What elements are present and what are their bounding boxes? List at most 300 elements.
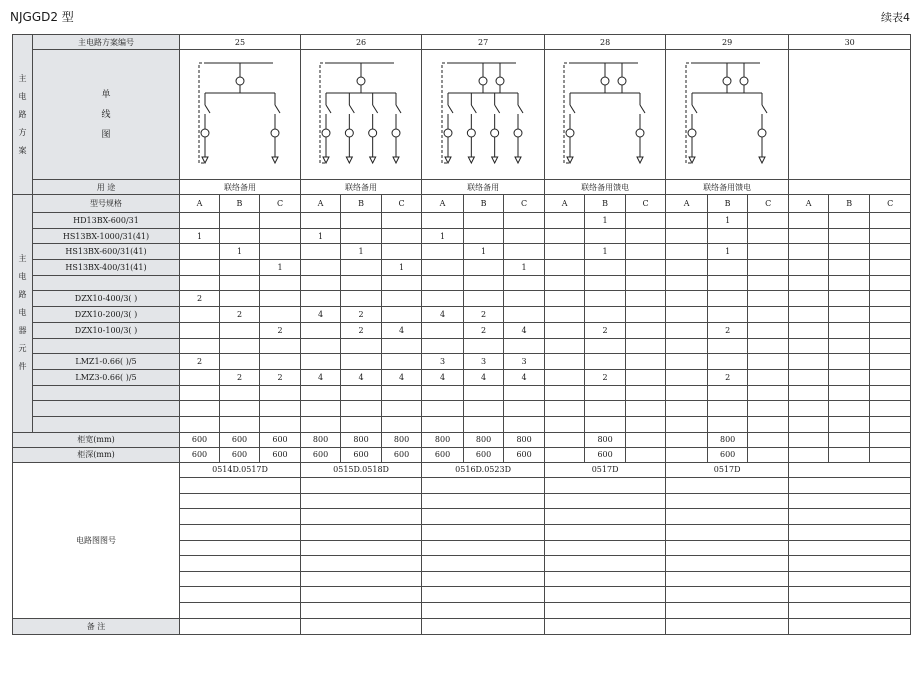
cabinet-width-cell: 800 bbox=[422, 432, 464, 447]
quantity-cell bbox=[545, 244, 585, 260]
quantity-cell bbox=[422, 338, 464, 354]
quantity-cell bbox=[870, 416, 911, 432]
quantity-cell bbox=[870, 213, 911, 229]
vertical-label-char: 案 bbox=[18, 145, 27, 155]
quantity-cell: 1 bbox=[422, 228, 464, 244]
quantity-cell bbox=[464, 228, 504, 244]
quantity-cell bbox=[545, 338, 585, 354]
cabinet-width-cell: 800 bbox=[301, 432, 341, 447]
quantity-cell bbox=[220, 260, 260, 276]
component-row bbox=[13, 416, 911, 432]
cabinet-width-cell: 800 bbox=[341, 432, 382, 447]
scheme-number-cell: 25 bbox=[180, 35, 301, 50]
circuit-diagram-empty-cell bbox=[422, 509, 545, 525]
vertical-label-char: 主 bbox=[18, 73, 27, 83]
circuit-diagram-empty-cell bbox=[422, 571, 545, 587]
component-row bbox=[13, 275, 911, 291]
single-line-diagram-cell bbox=[422, 50, 545, 180]
cabinet-depth-cell bbox=[829, 447, 870, 462]
quantity-cell bbox=[220, 228, 260, 244]
quantity-cell bbox=[708, 416, 748, 432]
quantity-cell bbox=[748, 244, 789, 260]
circuit-diagram-label: 电路图图号 bbox=[13, 462, 180, 618]
single-line-diagram-cell bbox=[545, 50, 666, 180]
quantity-cell bbox=[260, 244, 301, 260]
quantity-cell bbox=[748, 213, 789, 229]
quantity-cell bbox=[708, 307, 748, 323]
quantity-cell bbox=[382, 354, 422, 370]
circuit-diagram-empty-cell bbox=[789, 556, 911, 572]
circuit-diagram-empty-cell bbox=[666, 602, 789, 618]
component-model-cell bbox=[33, 401, 180, 417]
quantity-cell bbox=[870, 307, 911, 323]
circuit-diagram-empty-cell bbox=[422, 540, 545, 556]
quantity-cell bbox=[301, 260, 341, 276]
quantity-cell bbox=[666, 354, 708, 370]
quantity-cell bbox=[422, 275, 464, 291]
quantity-cell: 3 bbox=[504, 354, 545, 370]
quantity-cell: 4 bbox=[382, 322, 422, 338]
quantity-cell: 1 bbox=[220, 244, 260, 260]
circuit-diagram-empty-cell bbox=[789, 525, 911, 541]
quantity-cell: 2 bbox=[585, 322, 626, 338]
quantity-cell bbox=[422, 322, 464, 338]
quantity-cell bbox=[666, 307, 708, 323]
vertical-label-char: 路 bbox=[18, 109, 27, 119]
single-line-diagram-label bbox=[33, 50, 180, 180]
quantity-cell bbox=[626, 322, 666, 338]
quantity-cell bbox=[666, 275, 708, 291]
cabinet-width-row bbox=[13, 432, 911, 447]
cabinet-depth-cell: 600 bbox=[220, 447, 260, 462]
cabinet-width-cell: 600 bbox=[260, 432, 301, 447]
quantity-cell bbox=[626, 401, 666, 417]
quantity-cell bbox=[382, 385, 422, 401]
remarks-cell bbox=[666, 618, 789, 634]
quantity-cell bbox=[260, 416, 301, 432]
single-line-diagram-cell bbox=[301, 50, 422, 180]
component-model-cell bbox=[33, 275, 180, 291]
quantity-cell bbox=[626, 213, 666, 229]
quantity-cell: 2 bbox=[464, 307, 504, 323]
quantity-cell bbox=[789, 244, 829, 260]
circuit-diagram-empty-cell bbox=[180, 540, 301, 556]
quantity-cell bbox=[260, 291, 301, 307]
quantity-cell: 2 bbox=[220, 307, 260, 323]
circuit-diagram-number bbox=[789, 462, 911, 478]
circuit-diagram-empty-cell bbox=[666, 587, 789, 603]
vertical-label-char: 器 bbox=[18, 326, 27, 336]
quantity-cell bbox=[789, 228, 829, 244]
quantity-cell bbox=[789, 416, 829, 432]
quantity-cell bbox=[829, 338, 870, 354]
quantity-cell: 1 bbox=[260, 260, 301, 276]
vertical-label-char: 路 bbox=[18, 290, 27, 300]
quantity-cell bbox=[341, 275, 382, 291]
quantity-cell bbox=[422, 260, 464, 276]
quantity-cell bbox=[789, 322, 829, 338]
cabinet-width-cell: 600 bbox=[220, 432, 260, 447]
circuit-diagram-empty-cell bbox=[545, 556, 666, 572]
quantity-cell bbox=[870, 354, 911, 370]
component-row bbox=[13, 291, 911, 307]
quantity-cell bbox=[382, 244, 422, 260]
component-row bbox=[13, 260, 911, 276]
quantity-cell bbox=[504, 213, 545, 229]
quantity-cell bbox=[626, 338, 666, 354]
quantity-cell bbox=[870, 401, 911, 417]
quantity-cell bbox=[220, 401, 260, 417]
subcolumn-header: B bbox=[585, 195, 626, 213]
component-row bbox=[13, 401, 911, 417]
circuit-diagram-row bbox=[13, 462, 911, 478]
single-line-diagram-icon bbox=[185, 53, 295, 177]
quantity-cell bbox=[382, 401, 422, 417]
quantity-cell bbox=[464, 213, 504, 229]
cabinet-depth-cell: 600 bbox=[382, 447, 422, 462]
quantity-cell bbox=[422, 244, 464, 260]
quantity-cell bbox=[260, 213, 301, 229]
quantity-cell bbox=[585, 401, 626, 417]
quantity-cell bbox=[422, 385, 464, 401]
component-model-cell bbox=[33, 338, 180, 354]
vertical-label-char: 图 bbox=[101, 129, 111, 140]
quantity-cell bbox=[870, 338, 911, 354]
quantity-cell bbox=[504, 307, 545, 323]
quantity-cell bbox=[341, 401, 382, 417]
cabinet-width-cell bbox=[666, 432, 708, 447]
scheme-number-cell: 29 bbox=[666, 35, 789, 50]
quantity-cell bbox=[180, 369, 220, 385]
scheme-number-cell: 27 bbox=[422, 35, 545, 50]
quantity-cell bbox=[260, 228, 301, 244]
quantity-cell bbox=[341, 338, 382, 354]
circuit-diagram-empty-cell bbox=[545, 478, 666, 494]
subcolumn-header: B bbox=[220, 195, 260, 213]
quantity-cell bbox=[180, 338, 220, 354]
quantity-cell bbox=[666, 322, 708, 338]
circuit-diagram-empty-cell bbox=[789, 571, 911, 587]
circuit-diagram-empty-cell bbox=[301, 602, 422, 618]
cabinet-depth-cell: 600 bbox=[464, 447, 504, 462]
remarks-label: 备 注 bbox=[13, 618, 180, 634]
quantity-cell bbox=[464, 338, 504, 354]
quantity-cell bbox=[545, 260, 585, 276]
quantity-cell bbox=[504, 416, 545, 432]
remarks-cell bbox=[422, 618, 545, 634]
quantity-cell bbox=[220, 291, 260, 307]
vertical-label-char: 电 bbox=[18, 272, 27, 282]
quantity-cell bbox=[708, 338, 748, 354]
quantity-cell bbox=[504, 338, 545, 354]
quantity-cell bbox=[626, 354, 666, 370]
quantity-cell bbox=[382, 291, 422, 307]
single-line-diagram-cell bbox=[180, 50, 301, 180]
quantity-cell bbox=[708, 354, 748, 370]
quantity-cell bbox=[666, 228, 708, 244]
quantity-cell bbox=[829, 291, 870, 307]
subcolumn-header: A bbox=[422, 195, 464, 213]
subcolumn-header: B bbox=[829, 195, 870, 213]
quantity-cell bbox=[585, 275, 626, 291]
quantity-cell: 1 bbox=[585, 213, 626, 229]
quantity-cell bbox=[464, 291, 504, 307]
quantity-cell bbox=[301, 338, 341, 354]
component-row bbox=[13, 322, 911, 338]
quantity-cell: 1 bbox=[708, 213, 748, 229]
single-line-diagram-icon bbox=[428, 53, 538, 177]
quantity-cell bbox=[666, 291, 708, 307]
single-line-diagram-row bbox=[13, 50, 911, 180]
quantity-cell bbox=[870, 385, 911, 401]
circuit-diagram-empty-cell bbox=[422, 493, 545, 509]
circuit-diagram-empty-cell bbox=[666, 478, 789, 494]
quantity-cell bbox=[829, 416, 870, 432]
quantity-cell bbox=[180, 416, 220, 432]
quantity-cell bbox=[829, 213, 870, 229]
circuit-diagram-number: 0514D.0517D bbox=[180, 462, 301, 478]
quantity-cell bbox=[260, 307, 301, 323]
quantity-cell bbox=[301, 401, 341, 417]
quantity-cell bbox=[585, 228, 626, 244]
quantity-cell: 1 bbox=[464, 244, 504, 260]
quantity-cell: 3 bbox=[464, 354, 504, 370]
vertical-label-char: 线 bbox=[101, 109, 111, 120]
quantity-cell: 2 bbox=[585, 369, 626, 385]
quantity-cell bbox=[260, 275, 301, 291]
quantity-cell bbox=[504, 275, 545, 291]
subcolumn-header: C bbox=[260, 195, 301, 213]
scheme-spec-table bbox=[12, 34, 911, 635]
quantity-cell bbox=[341, 416, 382, 432]
cabinet-width-cell bbox=[748, 432, 789, 447]
purpose-cell: 联络备用 bbox=[180, 180, 301, 195]
scheme-number-header: 主电路方案编号 bbox=[33, 35, 180, 50]
quantity-cell bbox=[301, 416, 341, 432]
quantity-cell bbox=[708, 291, 748, 307]
quantity-cell bbox=[626, 291, 666, 307]
circuit-diagram-number: 0517D bbox=[545, 462, 666, 478]
circuit-diagram-empty-cell bbox=[666, 571, 789, 587]
quantity-cell bbox=[666, 260, 708, 276]
quantity-cell bbox=[666, 213, 708, 229]
quantity-cell bbox=[789, 338, 829, 354]
quantity-cell bbox=[626, 416, 666, 432]
circuit-diagram-empty-cell bbox=[789, 587, 911, 603]
quantity-cell bbox=[708, 260, 748, 276]
quantity-cell bbox=[829, 354, 870, 370]
quantity-cell: 4 bbox=[341, 369, 382, 385]
quantity-cell: 2 bbox=[220, 369, 260, 385]
quantity-cell: 4 bbox=[422, 369, 464, 385]
circuit-diagram-empty-cell bbox=[545, 602, 666, 618]
cabinet-width-cell: 800 bbox=[504, 432, 545, 447]
vertical-label-char: 元 bbox=[18, 344, 27, 354]
circuit-diagram-empty-cell bbox=[789, 540, 911, 556]
quantity-cell bbox=[789, 354, 829, 370]
subcolumn-header: C bbox=[870, 195, 911, 213]
quantity-cell bbox=[666, 244, 708, 260]
cabinet-depth-cell: 600 bbox=[301, 447, 341, 462]
main-circuit-scheme-label bbox=[13, 35, 33, 195]
quantity-cell bbox=[301, 291, 341, 307]
quantity-cell bbox=[341, 385, 382, 401]
subcolumn-header: C bbox=[626, 195, 666, 213]
quantity-cell bbox=[545, 307, 585, 323]
vertical-label-char: 主 bbox=[18, 254, 27, 264]
quantity-cell bbox=[545, 401, 585, 417]
quantity-cell bbox=[626, 307, 666, 323]
quantity-cell bbox=[789, 307, 829, 323]
cabinet-width-cell: 800 bbox=[585, 432, 626, 447]
quantity-cell bbox=[789, 260, 829, 276]
quantity-cell bbox=[545, 213, 585, 229]
component-model-cell: HS13BX-600/31(41) bbox=[33, 244, 180, 260]
quantity-cell bbox=[585, 416, 626, 432]
quantity-cell bbox=[382, 307, 422, 323]
circuit-diagram-empty-cell bbox=[180, 587, 301, 603]
cabinet-depth-label: 柜深(mm) bbox=[13, 447, 180, 462]
quantity-cell bbox=[789, 385, 829, 401]
abc-header-row bbox=[13, 195, 911, 213]
quantity-cell bbox=[748, 228, 789, 244]
quantity-cell: 2 bbox=[708, 322, 748, 338]
remarks-cell bbox=[545, 618, 666, 634]
quantity-cell bbox=[382, 228, 422, 244]
quantity-cell bbox=[504, 401, 545, 417]
quantity-cell bbox=[585, 338, 626, 354]
quantity-cell bbox=[829, 322, 870, 338]
cabinet-depth-cell bbox=[870, 447, 911, 462]
subcolumn-header: B bbox=[341, 195, 382, 213]
quantity-cell: 3 bbox=[422, 354, 464, 370]
subcolumn-header: A bbox=[789, 195, 829, 213]
cabinet-depth-cell: 600 bbox=[422, 447, 464, 462]
quantity-cell bbox=[666, 385, 708, 401]
quantity-cell bbox=[626, 244, 666, 260]
circuit-diagram-empty-cell bbox=[545, 587, 666, 603]
main-circuit-components-label bbox=[13, 195, 33, 433]
subcolumn-header: A bbox=[545, 195, 585, 213]
component-row bbox=[13, 307, 911, 323]
circuit-diagram-number: 0515D.0518D bbox=[301, 462, 422, 478]
quantity-cell bbox=[180, 401, 220, 417]
component-row bbox=[13, 244, 911, 260]
cabinet-depth-cell bbox=[789, 447, 829, 462]
quantity-cell bbox=[220, 322, 260, 338]
quantity-cell bbox=[870, 369, 911, 385]
quantity-cell: 2 bbox=[180, 354, 220, 370]
component-model-cell: LMZ3-0.66( )/5 bbox=[33, 369, 180, 385]
quantity-cell bbox=[220, 338, 260, 354]
circuit-diagram-empty-cell bbox=[789, 478, 911, 494]
quantity-cell bbox=[301, 213, 341, 229]
quantity-cell bbox=[789, 291, 829, 307]
vertical-label-char: 方 bbox=[18, 127, 27, 137]
quantity-cell bbox=[626, 385, 666, 401]
quantity-cell bbox=[748, 307, 789, 323]
remarks-cell bbox=[789, 618, 911, 634]
subcolumn-header: C bbox=[748, 195, 789, 213]
quantity-cell bbox=[341, 291, 382, 307]
circuit-diagram-number: 0517D bbox=[666, 462, 789, 478]
subcolumn-header: A bbox=[301, 195, 341, 213]
quantity-cell bbox=[545, 275, 585, 291]
component-model-cell bbox=[33, 416, 180, 432]
quantity-cell bbox=[464, 416, 504, 432]
purpose-row bbox=[13, 180, 911, 195]
circuit-diagram-empty-cell bbox=[301, 493, 422, 509]
quantity-cell bbox=[748, 275, 789, 291]
quantity-cell bbox=[301, 244, 341, 260]
cabinet-width-cell: 600 bbox=[180, 432, 220, 447]
quantity-cell bbox=[829, 385, 870, 401]
component-model-cell bbox=[33, 385, 180, 401]
circuit-diagram-empty-cell bbox=[666, 525, 789, 541]
quantity-cell bbox=[341, 228, 382, 244]
quantity-cell bbox=[829, 275, 870, 291]
quantity-cell bbox=[748, 260, 789, 276]
quantity-cell bbox=[789, 213, 829, 229]
single-line-diagram-cell bbox=[666, 50, 789, 180]
quantity-cell bbox=[260, 401, 301, 417]
quantity-cell: 1 bbox=[382, 260, 422, 276]
quantity-cell bbox=[545, 416, 585, 432]
quantity-cell bbox=[382, 338, 422, 354]
quantity-cell bbox=[748, 385, 789, 401]
quantity-cell: 4 bbox=[464, 369, 504, 385]
quantity-cell: 2 bbox=[464, 322, 504, 338]
vertical-label-char: 单 bbox=[101, 89, 111, 100]
circuit-diagram-empty-cell bbox=[180, 602, 301, 618]
cabinet-depth-cell: 600 bbox=[585, 447, 626, 462]
purpose-cell bbox=[789, 180, 911, 195]
quantity-cell: 1 bbox=[708, 244, 748, 260]
quantity-cell bbox=[301, 354, 341, 370]
quantity-cell bbox=[220, 275, 260, 291]
quantity-cell bbox=[301, 275, 341, 291]
circuit-diagram-empty-cell bbox=[545, 540, 666, 556]
circuit-diagram-empty-cell bbox=[301, 478, 422, 494]
quantity-cell bbox=[220, 213, 260, 229]
quantity-cell bbox=[504, 244, 545, 260]
continued-table-label: 续表4 bbox=[881, 11, 910, 24]
quantity-cell bbox=[180, 322, 220, 338]
quantity-cell bbox=[504, 385, 545, 401]
subcolumn-header: C bbox=[504, 195, 545, 213]
cabinet-width-cell bbox=[789, 432, 829, 447]
circuit-diagram-empty-cell bbox=[789, 602, 911, 618]
quantity-cell bbox=[341, 260, 382, 276]
circuit-diagram-empty-cell bbox=[301, 587, 422, 603]
document-title: NJGGD2 型 bbox=[10, 10, 74, 24]
subcolumn-header: C bbox=[382, 195, 422, 213]
circuit-diagram-empty-cell bbox=[180, 525, 301, 541]
subcolumn-header: A bbox=[180, 195, 220, 213]
quantity-cell bbox=[422, 291, 464, 307]
remarks-row bbox=[13, 618, 911, 634]
cabinet-depth-cell bbox=[545, 447, 585, 462]
quantity-cell bbox=[708, 228, 748, 244]
circuit-diagram-empty-cell bbox=[180, 509, 301, 525]
quantity-cell bbox=[545, 369, 585, 385]
quantity-cell bbox=[870, 228, 911, 244]
quantity-cell bbox=[708, 385, 748, 401]
quantity-cell bbox=[829, 369, 870, 385]
quantity-cell bbox=[260, 338, 301, 354]
vertical-label-char: 电 bbox=[18, 91, 27, 101]
quantity-cell bbox=[666, 338, 708, 354]
